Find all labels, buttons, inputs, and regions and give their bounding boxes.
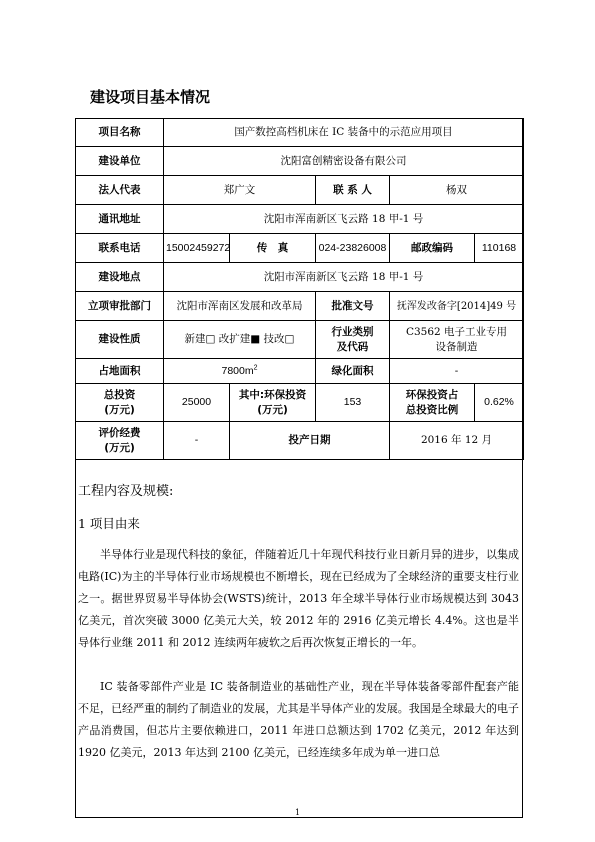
project-info-table	[75, 118, 524, 460]
address-value: 沈阳市浑南新区飞云路 18 甲-1 号	[164, 205, 524, 234]
production-date-value: 2016 年 12 月	[390, 422, 524, 460]
project-name-value: 国产数控高档机床在 IC 装备中的示范应用项目	[164, 119, 524, 147]
table-row	[76, 359, 524, 384]
section-heading: 工程内容及规模:	[78, 484, 174, 499]
address-label: 通讯地址	[76, 205, 164, 234]
table-row	[76, 234, 524, 263]
table-row	[76, 384, 524, 422]
eval-fee-label-line1: 评价经费	[98, 426, 141, 439]
approval-dept-label: 立项审批部门	[76, 292, 164, 321]
table-row	[76, 292, 524, 321]
industry-value-line1: C3562 电子工业专用	[405, 325, 508, 338]
paragraph-1: 半导体行业是现代科技的象征，伴随着近几十年现代科技行业日新月异的进步，以集成电路(IC)为主的半导体行业市场规模也不断增长，现在已经成为了全球经济的重要支柱行业之一。据世界贸易半导体协会(WSTS)统计，2013 年全球半导体行业市场规模达到 3043 亿美元，首次突破 3000 亿美元大关，较 2012 年的 2916 亿美元增长 4.4%。这也是半导体行业继 2011 和 2012 连续两年疲软之后再次恢复正增长的一年。	[78, 548, 519, 649]
eval-fee-value: -	[164, 422, 230, 460]
approval-dept-value: 沈阳市浑南区发展和改革局	[164, 292, 316, 321]
table-row	[76, 205, 524, 234]
total-invest-label	[76, 384, 164, 422]
page-number: 1	[294, 808, 301, 817]
green-area-value: -	[390, 359, 524, 384]
production-date-label: 投产日期	[230, 422, 390, 460]
contact-value: 杨双	[390, 176, 524, 205]
fax-label: 传 真	[230, 234, 316, 263]
phone-label: 联系电话	[76, 234, 164, 263]
subsection-heading: 1 项目由来	[78, 516, 140, 531]
builder-label: 建设单位	[76, 147, 164, 176]
env-invest-label-line2: (万元)	[257, 403, 288, 416]
nature-value: 新建□ 改扩建■ 技改□	[164, 321, 316, 359]
site-value: 沈阳市浑南新区飞云路 18 甲-1 号	[164, 263, 524, 292]
project-name-label: 项目名称	[76, 119, 164, 147]
area-value	[164, 359, 316, 384]
approval-no-label: 批准文号	[316, 292, 390, 321]
postcode-label: 邮政编码	[390, 234, 475, 263]
page-title: 建设项目基本情况	[90, 88, 211, 106]
postcode-value: 110168	[475, 234, 524, 263]
site-label: 建设地点	[76, 263, 164, 292]
builder-value: 沈阳富创精密设备有限公司	[164, 147, 524, 176]
area-unit-sup: 2	[253, 364, 258, 371]
table-row	[76, 147, 524, 176]
total-invest-label-line1: 总投资	[103, 388, 136, 401]
contact-label: 联 系 人	[316, 176, 390, 205]
paragraph-2: IC 装备零部件产业是 IC 装备制造业的基础性产业，现在半导体装备零部件配套产能不足，已经严重的制约了制造业的发展，尤其是半导体产业的发展。我国是全球最大的电子产品消费国，但芯片主要依赖进口，2011 年进口总额达到 1702 亿美元，2012 年达到 1920 亿美元，2013 年达到 2100 亿美元，已经连续多年成为单一进口总	[78, 680, 519, 759]
industry-label-line2: 及代码	[336, 340, 369, 353]
phone-value: 15002459272	[164, 234, 230, 263]
nature-label: 建设性质	[76, 321, 164, 359]
table-row	[76, 321, 524, 359]
legal-rep-label: 法人代表	[76, 176, 164, 205]
area-value-main: 7800m	[221, 364, 254, 377]
green-area-label: 绿化面积	[316, 359, 390, 384]
table-row	[76, 263, 524, 292]
table-row	[76, 119, 524, 147]
table-row	[76, 422, 524, 460]
total-invest-label-line2: (万元)	[104, 403, 135, 416]
env-ratio-label-line2: 总投资比例	[405, 403, 459, 416]
total-invest-value: 25000	[164, 384, 230, 422]
industry-label-line1: 行业类别	[331, 325, 374, 338]
env-ratio-label-line1: 环保投资占	[405, 388, 459, 401]
env-ratio-label	[390, 384, 475, 422]
area-label: 占地面积	[76, 359, 164, 384]
env-invest-value: 153	[316, 384, 390, 422]
table-row	[76, 176, 524, 205]
legal-rep-value: 郑广文	[164, 176, 316, 205]
eval-fee-label	[76, 422, 164, 460]
env-invest-label-line1: 其中:环保投资	[238, 388, 307, 401]
industry-label	[316, 321, 390, 359]
fax-value: 024-23826008	[316, 234, 390, 263]
industry-value	[390, 321, 524, 359]
env-ratio-value: 0.62%	[475, 384, 524, 422]
approval-no-value: 抚浑发改备字[2014]49 号	[390, 292, 524, 321]
industry-value-line2: 设备制造	[435, 340, 478, 353]
env-invest-label	[230, 384, 316, 422]
eval-fee-label-line2: (万元)	[104, 441, 135, 454]
